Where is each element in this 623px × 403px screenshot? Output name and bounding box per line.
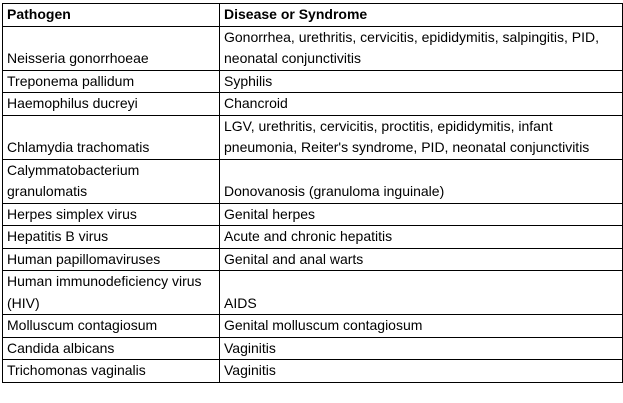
cell-disease: Donovanosis (granuloma inguinale) [220, 159, 623, 203]
cell-pathogen: Human immunodeficiency virus (HIV) [3, 271, 220, 315]
cell-disease: Acute and chronic hepatitis [220, 226, 623, 249]
cell-disease: Genital and anal warts [220, 248, 623, 271]
table-row [3, 337, 623, 360]
cell-pathogen: Molluscum contagiosum [3, 315, 220, 338]
cell-pathogen: Calymmatobacterium granulomatis [3, 159, 220, 203]
table-row [3, 115, 623, 159]
cell-pathogen: Haemophilus ducreyi [3, 93, 220, 116]
table-row [3, 93, 623, 116]
cell-disease: AIDS [220, 271, 623, 315]
cell-pathogen: Candida albicans [3, 337, 220, 360]
cell-pathogen: Hepatitis B virus [3, 226, 220, 249]
cell-pathogen: Herpes simplex virus [3, 203, 220, 226]
cell-pathogen: Treponema pallidum [3, 70, 220, 93]
cell-disease: Vaginitis [220, 360, 623, 383]
pathogen-table-container [2, 3, 623, 383]
table-row [3, 248, 623, 271]
pathogen-disease-table [2, 3, 623, 383]
table-row [3, 70, 623, 93]
table-row [3, 26, 623, 70]
header-disease: Disease or Syndrome [220, 4, 623, 27]
cell-disease: Vaginitis [220, 337, 623, 360]
cell-pathogen: Human papillomaviruses [3, 248, 220, 271]
table-row [3, 315, 623, 338]
cell-pathogen: Neisseria gonorrhoeae [3, 26, 220, 70]
table-header-row [3, 4, 623, 27]
cell-disease: Syphilis [220, 70, 623, 93]
cell-disease: Genital herpes [220, 203, 623, 226]
cell-disease: Chancroid [220, 93, 623, 116]
cell-disease: Genital molluscum contagiosum [220, 315, 623, 338]
table-row [3, 203, 623, 226]
table-row [3, 271, 623, 315]
cell-pathogen: Chlamydia trachomatis [3, 115, 220, 159]
table-row [3, 159, 623, 203]
cell-pathogen: Trichomonas vaginalis [3, 360, 220, 383]
cell-disease: Gonorrhea, urethritis, cervicitis, epididymitis, salpingitis, PID, neonatal conjunctivitis [220, 26, 623, 70]
cell-disease: LGV, urethritis, cervicitis, proctitis, epididymitis, infant pneumonia, Reiter's syndrome, PID, neonatal conjunctivitis [220, 115, 623, 159]
table-row [3, 226, 623, 249]
table-row [3, 360, 623, 383]
header-pathogen: Pathogen [3, 4, 220, 27]
